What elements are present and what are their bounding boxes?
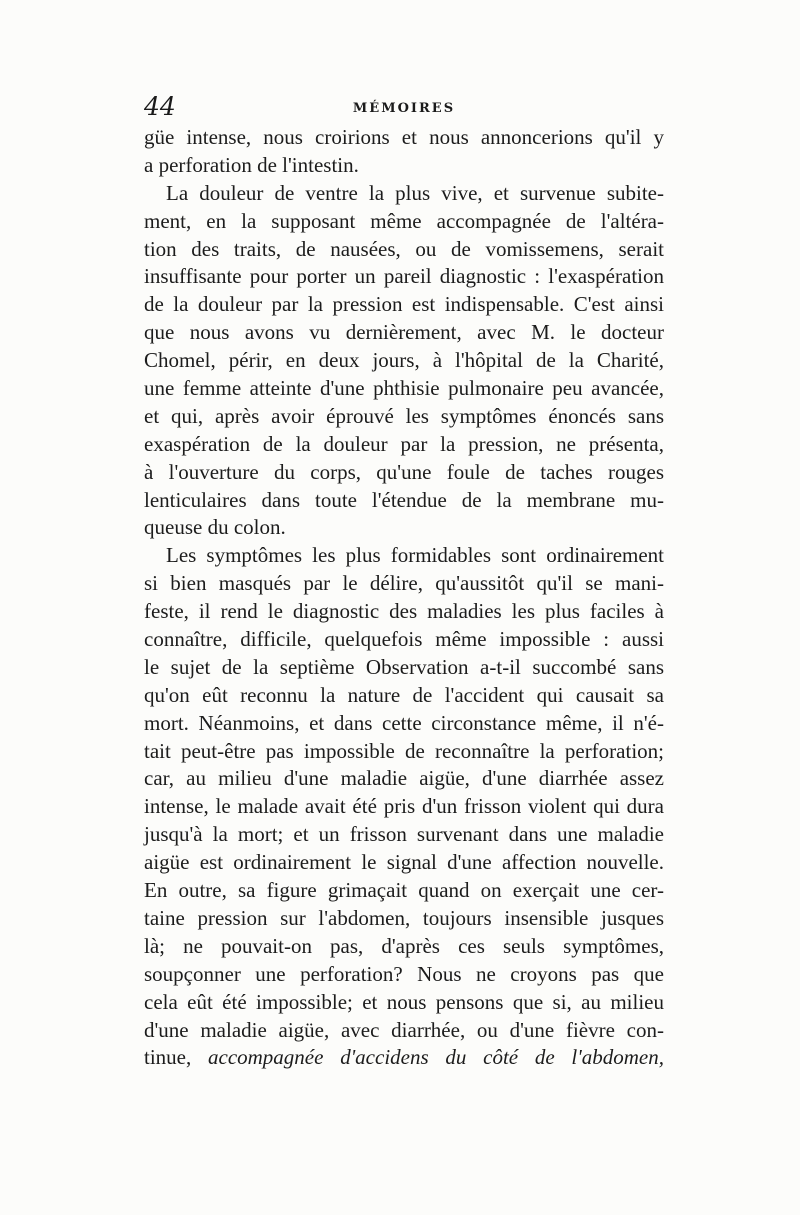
text-line: que nous avons vu dernièrement, avec M. le docteur <box>144 320 664 345</box>
text-line: une femme atteinte d'une phthisie pulmonaire peu avancée, <box>144 376 664 401</box>
text-line: le sujet de la septième Observation a-t-il succombé sans <box>144 654 664 679</box>
running-head: MÉMOIRES <box>352 101 456 116</box>
text-line: cela eût été impossible; et nous pensons que si, au milieu <box>144 989 664 1014</box>
text-line: de la douleur par la pression est indispensable. C'est ainsi <box>144 292 664 317</box>
text-line: si bien masqués par le délire, qu'aussitôt qu'il se mani- <box>144 571 664 596</box>
text-line: exaspération de la douleur par la pression, ne présenta, <box>144 431 664 456</box>
text-line: qu'on eût reconnu la nature de l'accident qui causait sa <box>144 682 664 707</box>
text-line: queuse du colon. <box>144 515 286 540</box>
text-line: connaître, difficile, quelquefois même impossible : aussi <box>144 627 664 652</box>
text-line: et qui, après avoir éprouvé les symptômes énoncés sans <box>144 403 664 428</box>
text-line: tait peut-être pas impossible de reconnaître la perforation; <box>144 738 664 763</box>
body-text <box>144 124 664 1072</box>
last-line-italic: accompagnée d'accidens du côté de l'abdomen, <box>208 1045 664 1070</box>
text-line: Chomel, périr, en deux jours, à l'hôpital de la Charité, <box>144 348 664 373</box>
last-line-roman: tinue, <box>144 1045 208 1070</box>
text-line: Les symptômes les plus formidables sont ordinairement <box>166 543 664 568</box>
page-number: 44 <box>144 92 176 121</box>
text-line: car, au milieu d'une maladie aigüe, d'une diarrhée assez <box>144 766 664 791</box>
text-line: jusqu'à la mort; et un frisson survenant dans une maladie <box>144 822 664 847</box>
text-line-last <box>144 1044 664 1072</box>
text-line: mort. Néanmoins, et dans cette circonstance même, il n'é- <box>144 710 664 735</box>
text-line: d'une maladie aigüe, avec diarrhée, ou d'une fièvre con- <box>144 1017 664 1042</box>
page-header <box>144 92 664 122</box>
text-line: tion des traits, de nausées, ou de vomissemens, serait <box>144 236 664 261</box>
text-line: là; ne pouvait-on pas, d'après ces seuls symptômes, <box>144 933 664 958</box>
text-line: soupçonner une perforation? Nous ne croyons pas que <box>144 961 664 986</box>
text-line: feste, il rend le diagnostic des maladies les plus faciles à <box>144 599 664 624</box>
text-line: aigüe est ordinairement le signal d'une affection nouvelle. <box>144 850 664 875</box>
text-line: taine pression sur l'abdomen, toujours insensible jusques <box>144 905 664 930</box>
text-line: En outre, sa figure grimaçait quand on exerçait une cer- <box>144 878 664 903</box>
text-line: güe intense, nous croirions et nous annoncerions qu'il y <box>144 125 664 149</box>
text-line: ment, en la supposant même accompagnée de l'altéra- <box>144 208 664 233</box>
text-line: lenticulaires dans toute l'étendue de la membrane mu- <box>144 487 664 512</box>
text-line: à l'ouverture du corps, qu'une foule de taches rouges <box>144 459 664 484</box>
text-line: insuffisante pour porter un pareil diagnostic : l'exaspération <box>144 264 664 289</box>
text-line: La douleur de ventre la plus vive, et survenue subite- <box>166 180 664 205</box>
text-line: intense, le malade avait été pris d'un frisson violent qui dura <box>144 794 664 819</box>
text-line: a perforation de l'intestin. <box>144 152 359 177</box>
